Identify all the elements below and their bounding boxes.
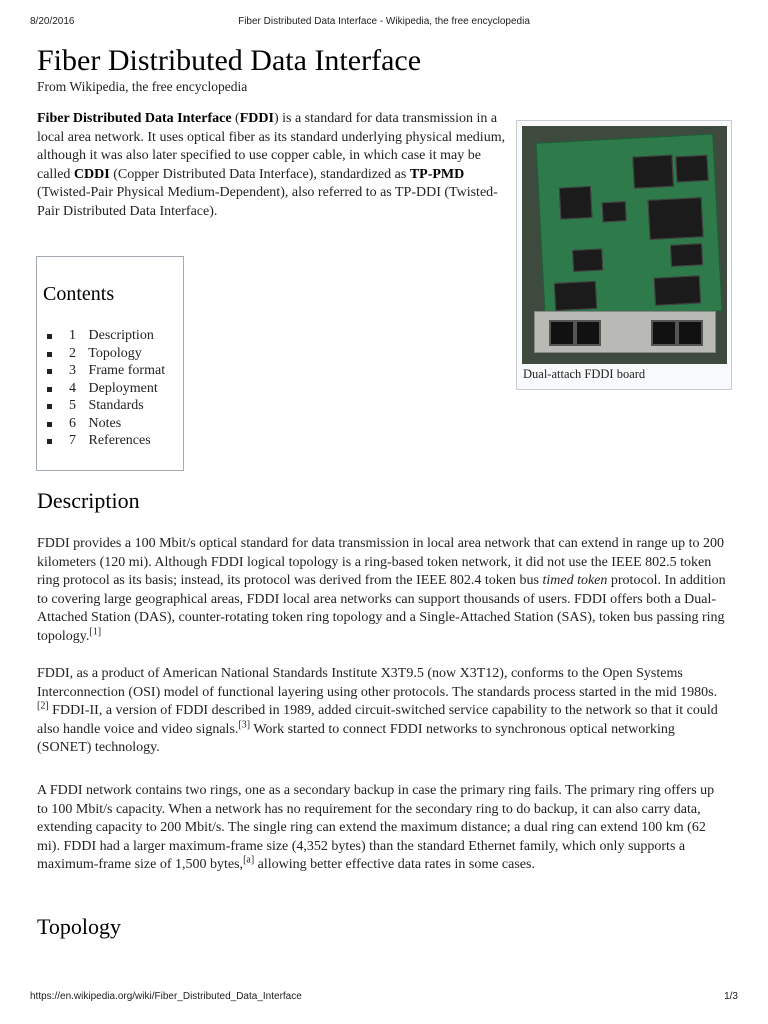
paragraph-text: FDDI, as a product of American National Standards Institute X3T9.5 (now X3T12), conforms to the Open Systems Interconnection (OSI) model of functional layering using other protocols. The standards process started in the mid 1980s. — [37, 666, 718, 700]
description-paragraph-3 — [37, 782, 727, 875]
paragraph-text: allowing better effective data rates in some cases. — [254, 857, 535, 873]
toc-link-references[interactable]: References — [88, 433, 151, 448]
toc-number: 4 — [69, 380, 76, 396]
toc-item[interactable] — [47, 345, 165, 363]
section-heading-topology: Topology — [37, 914, 122, 939]
lead-text: (Twisted-Pair Physical Medium-Dependent), also referred to as TP-DDI (Twisted-Pair Distributed Data Interface). — [37, 185, 498, 219]
toc-number: 1 — [69, 328, 76, 343]
lead-bold-term: Fiber Distributed Data Interface — [37, 111, 232, 126]
paragraph-text: Work started to connect FDDI networks to synchronous optical networking (SONET) technology. — [37, 721, 675, 756]
print-header — [30, 16, 738, 30]
chip — [554, 281, 597, 311]
toc-item[interactable] — [47, 397, 165, 415]
print-page-number: 1/3 — [724, 991, 738, 1002]
italic-term: timed token — [542, 573, 608, 589]
chip — [559, 186, 593, 220]
table-of-contents — [36, 256, 184, 471]
connector-bracket — [534, 311, 716, 353]
toc-number: 6 — [69, 415, 76, 431]
paragraph-text: FDDI-II, a version of FDDI described in 1989, added circuit-switched service capability to the network so that it could also handle voice and video signals. — [37, 703, 718, 737]
toc-item[interactable] — [47, 415, 165, 433]
print-footer — [30, 991, 738, 1005]
bullet-icon — [47, 439, 52, 444]
print-page-title: Fiber Distributed Data Interface - Wikipedia, the free encyclopedia — [238, 16, 530, 27]
toc-link-description[interactable]: Description — [88, 328, 154, 343]
bullet-icon — [47, 387, 52, 392]
lead-text: ( — [231, 111, 240, 126]
description-paragraph-2 — [37, 665, 727, 758]
toc-number: 2 — [69, 345, 76, 361]
bullet-icon — [47, 369, 52, 374]
toc-link-standards[interactable]: Standards — [88, 398, 144, 413]
lead-bold-abbr: FDDI — [239, 111, 274, 126]
toc-link-notes[interactable]: Notes — [88, 415, 122, 431]
citation-link[interactable]: [1] — [89, 626, 102, 638]
description-paragraph-1 — [37, 535, 727, 647]
chip — [648, 197, 704, 240]
chip — [670, 243, 703, 267]
fiber-port — [549, 320, 575, 346]
bullet-icon — [47, 404, 52, 409]
paragraph-text: protocol. In addition to covering large geographical areas, FDDI local area networks can support thousands of users. FDDI offers both a Dual-Attached Station (DAS), counter-rotating token ring topology and a Single-Attached Station (SAS), token bus passing ring topology. — [37, 573, 726, 644]
bullet-icon — [47, 352, 52, 357]
toc-link-topology[interactable]: Topology — [88, 345, 142, 361]
toc-link-deployment[interactable]: Deployment — [88, 380, 158, 396]
citation-link[interactable]: [3] — [238, 719, 251, 731]
fiber-port — [651, 320, 677, 346]
toc-link-frame-format[interactable]: Frame format — [88, 363, 166, 378]
circuit-board — [535, 133, 722, 320]
article-subtitle: From Wikipedia, the free encyclopedia — [37, 79, 248, 94]
image-caption: Dual-attach FDDI board — [523, 367, 646, 381]
toc-item[interactable] — [47, 432, 165, 450]
article-title: Fiber Distributed Data Interface — [37, 44, 422, 77]
toc-item[interactable] — [47, 362, 165, 380]
chip — [654, 275, 701, 305]
print-date: 8/20/2016 — [30, 16, 75, 27]
fiber-port — [575, 320, 601, 346]
toc-number: 3 — [69, 363, 76, 378]
toc-number: 7 — [69, 433, 76, 448]
chip — [632, 155, 674, 189]
fiber-port — [677, 320, 703, 346]
bullet-icon — [47, 422, 52, 427]
lead-text: ) is a standard for data transmission in a local area network. It uses optical fiber as its standard underlying physical medium, although it was also later specified to use copper cable, in which case it may be called — [37, 111, 506, 182]
lead-paragraph — [37, 110, 507, 222]
toc-list — [47, 327, 165, 450]
bullet-icon — [47, 334, 52, 339]
lead-bold-tppmd: TP-PMD — [409, 166, 465, 182]
lead-bold-cddi: CDDI — [73, 166, 110, 182]
lead-text: (Copper Distributed Data Interface), standardized as — [109, 166, 410, 182]
section-heading-description: Description — [37, 488, 140, 513]
toc-item[interactable] — [47, 380, 165, 398]
print-url: https://en.wikipedia.org/wiki/Fiber_Distributed_Data_Interface — [30, 991, 302, 1002]
toc-heading: Contents — [43, 283, 115, 305]
note-link[interactable]: [a] — [243, 854, 255, 866]
chip — [602, 201, 627, 222]
paragraph-text: A FDDI network contains two rings, one as a secondary backup in case the primary ring fails. The primary ring offers up to 100 Mbit/s capacity. When a network has no requirement for the secondary ring to do backup, it can also carry data, extending capacity to 200 Mbit/s. The single ring can extend the maximum distance; a dual ring can extend 100 km (62 mi). FDDI had a larger maximum-frame size (4,352 bytes) than the standard Ethernet family, which only supports a maximum-frame size of 1,500 bytes, — [37, 783, 715, 873]
paragraph-text: FDDI provides a 100 Mbit/s optical standard for data transmission in local area network that can extend in range up to 200 kilometers (120 mi). Although FDDI logical topology is a ring-based token network, it did not use the IEEE 802.5 token ring protocol as its basis; instead, its protocol was derived from the IEEE 802.4 token bus — [37, 536, 724, 589]
chip — [675, 155, 708, 183]
citation-link[interactable]: [2] — [37, 700, 49, 712]
infobox — [516, 120, 732, 390]
toc-number: 5 — [69, 398, 76, 413]
toc-item[interactable] — [47, 327, 165, 345]
chip — [572, 248, 603, 272]
fddi-board-image[interactable] — [522, 126, 727, 364]
